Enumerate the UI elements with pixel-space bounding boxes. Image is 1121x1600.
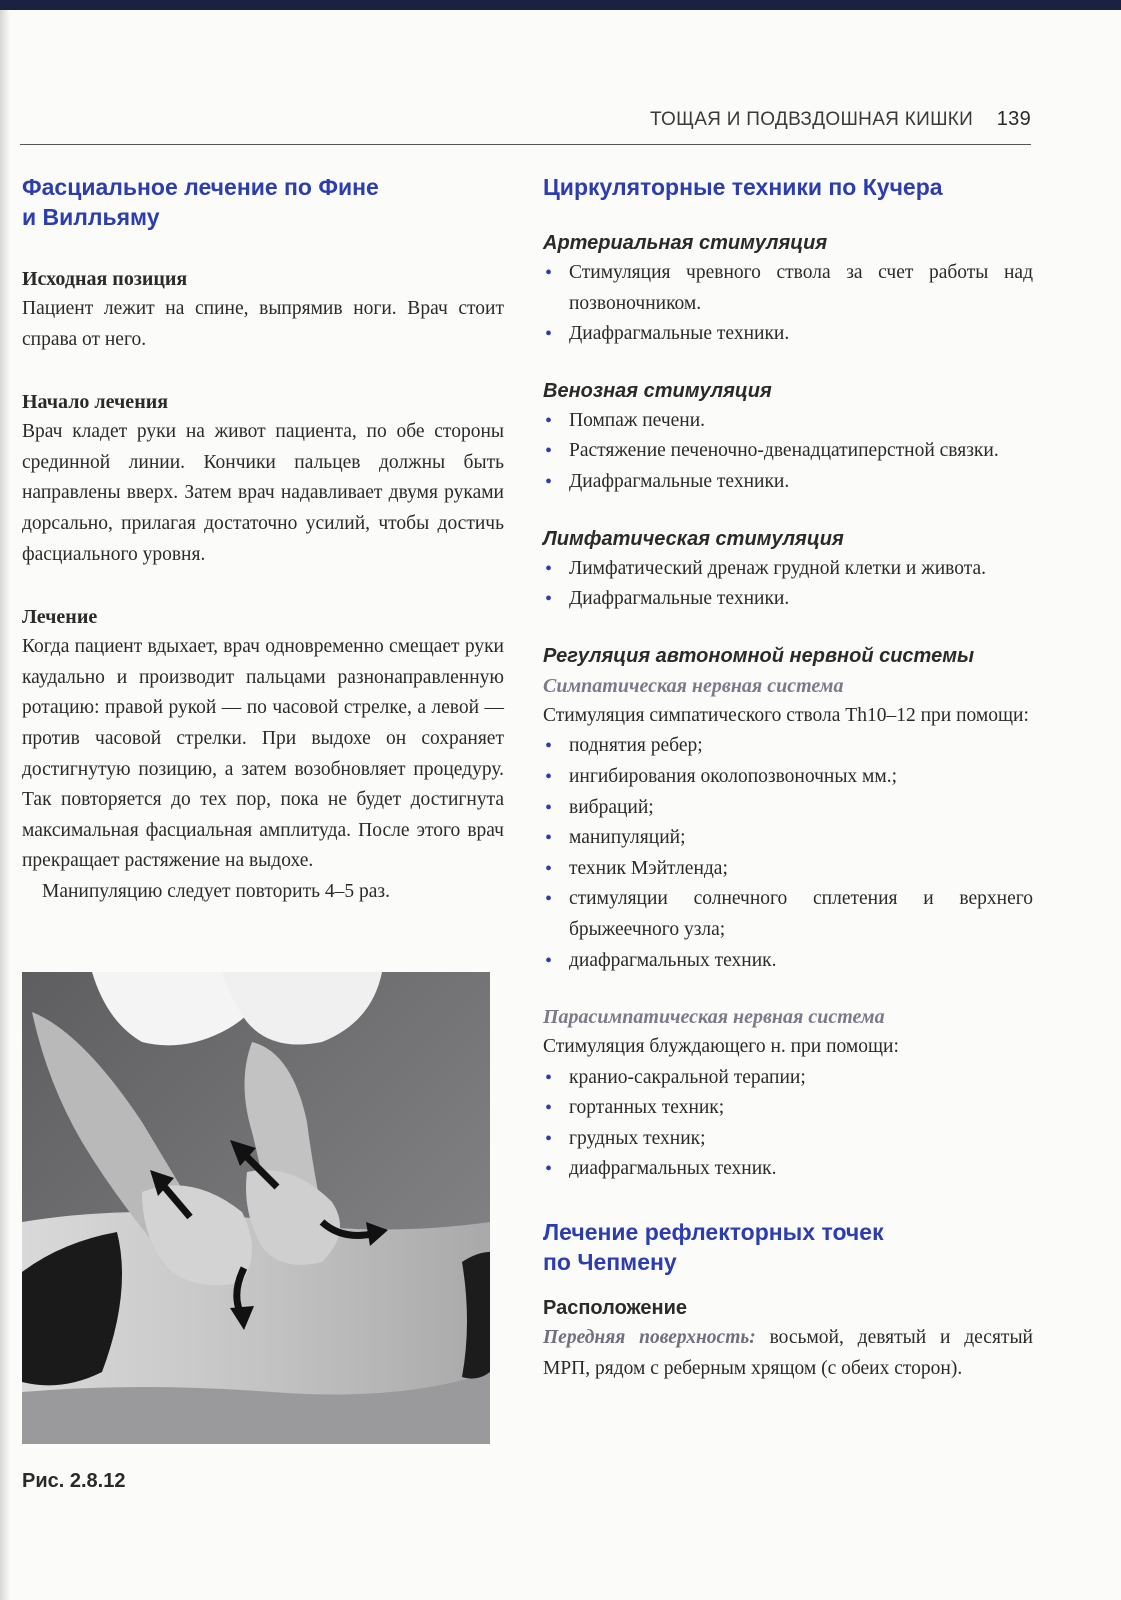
list-item: • стимуляции солнечного сплетения и верхнего брыжеечного узла;: [543, 884, 1033, 945]
figure-photo: [22, 972, 490, 1444]
list-item: • кранио-сакральной терапии;: [543, 1063, 1033, 1094]
paragraph-start-position: Пациент лежит на спине, выпрямив ноги. Врач стоит справа от него.: [22, 298, 504, 350]
figure-caption: Рис. 2.8.12: [22, 1470, 126, 1492]
subheading-treatment: Лечение: [22, 606, 98, 629]
paragraph-repeat: Манипуляцию следует повторить 4–5 раз.: [42, 880, 390, 902]
list-arterial: [543, 258, 1033, 350]
list-venous: [543, 406, 1033, 498]
list-item: • ингибирования околопозвоночных мм.;: [543, 762, 1033, 793]
list-sympathetic: [543, 731, 1033, 976]
list-item: • техник Мэйтленда;: [543, 854, 1033, 885]
subheading-lymphatic: Лимфатическая стимуляция: [543, 527, 844, 550]
list-item: • поднятия ребер;: [543, 731, 1033, 762]
header-rule: [20, 144, 1031, 145]
heading-line: и Вилльяму: [22, 204, 160, 230]
running-head-title: ТОЩАЯ И ПОДВЗДОШНАЯ КИШКИ: [649, 109, 974, 130]
section-heading-chapman: [543, 1217, 1033, 1277]
subheading-autonomic: Регуляция автономной нервной системы: [543, 644, 975, 667]
list-lymphatic: [543, 554, 1033, 615]
list-item: • Растяжение печеночно-двенадцатиперстной связки.: [543, 436, 1033, 467]
list-item: • Диафрагмальные техники.: [543, 467, 1033, 498]
paragraph-treatment: Когда пациент вдыхает, врач одновременно смещает руки каудально и производит пальцами разнонаправленную ротацию: правой рукой — по часовой стрелке, а левой — против часовой стрелки. При выдохе он сохраняет достигнутую позицию, а затем возобновляет процедуру. Так повторяется до тех пор, пока не будет достигнута максимальная фасциальная амплитуда. После этого врач прекращает растяжение на выдохе.: [22, 636, 504, 872]
list-item: • диафрагмальных техник.: [543, 1154, 1033, 1185]
subheading-start-position: Исходная позиция: [22, 268, 188, 290]
subheading-venous: Венозная стимуляция: [543, 379, 772, 402]
anterior-surface-text: восьмой, девятый и десятый МРП, рядом с реберным хрящом (с обеих сторон).: [543, 1327, 1033, 1379]
anterior-surface-label: Передняя поверхность:: [543, 1327, 756, 1349]
list-item: • Диафрагмальные техники.: [543, 319, 1033, 350]
list-item: • гортанных техник;: [543, 1093, 1033, 1124]
heading-line: Лечение рефлекторных точек: [543, 1219, 884, 1246]
subheading-arterial: Артериальная стимуляция: [543, 232, 828, 254]
list-item: • вибраций;: [543, 793, 1033, 824]
list-parasympathetic: [543, 1063, 1033, 1185]
list-item: • диафрагмальных техник.: [543, 946, 1033, 977]
subheading-parasympathetic: Парасимпатическая нервная система: [543, 1006, 885, 1029]
list-item: • манипуляций;: [543, 823, 1033, 854]
right-column: [543, 172, 1033, 1384]
heading-line: Фасциальное лечение по Фине: [22, 174, 379, 200]
list-item: • Диафрагмальные техники.: [543, 584, 1033, 615]
list-item: • Стимуляция чревного ствола за счет работы над позвоночником.: [543, 258, 1033, 319]
list-item: • грудных техник;: [543, 1124, 1033, 1155]
page-number: 139: [996, 108, 1031, 130]
subheading-location: Расположение: [543, 1297, 688, 1320]
paragraph-sympathetic-intro: Стимуляция симпатического ствола Th10–12 при помощи:: [543, 704, 1029, 726]
list-item: • Помпаж печени.: [543, 406, 1033, 437]
left-column: [22, 172, 504, 908]
paragraph-anterior-surface: [543, 1323, 1033, 1384]
section-heading-circulatory: Циркуляторные техники по Кучера: [543, 174, 943, 200]
subheading-treatment-start: Начало лечения: [22, 391, 169, 414]
list-item: • Лимфатический дренаж грудной клетки и живота.: [543, 554, 1033, 585]
page-top-edge: [0, 0, 1121, 10]
photo-illustration: [22, 972, 490, 1444]
binding-shadow: [0, 10, 10, 1600]
section-heading-fascial: [22, 172, 504, 232]
paragraph-parasympathetic-intro: Стимуляция блуждающего н. при помощи:: [543, 1036, 899, 1058]
heading-line: по Чепмену: [543, 1249, 677, 1276]
paragraph-treatment-start: Врач кладет руки на живот пациента, по обе стороны срединной линии. Кончики пальцев должны быть направлены вверх. Затем врач надавливает двумя руками дорсально, прилагая достаточно усилий, чтобы достичь фасциального уровня.: [22, 421, 504, 565]
subheading-sympathetic: Симпатическая нервная система: [543, 674, 844, 697]
running-head: [650, 108, 1031, 131]
